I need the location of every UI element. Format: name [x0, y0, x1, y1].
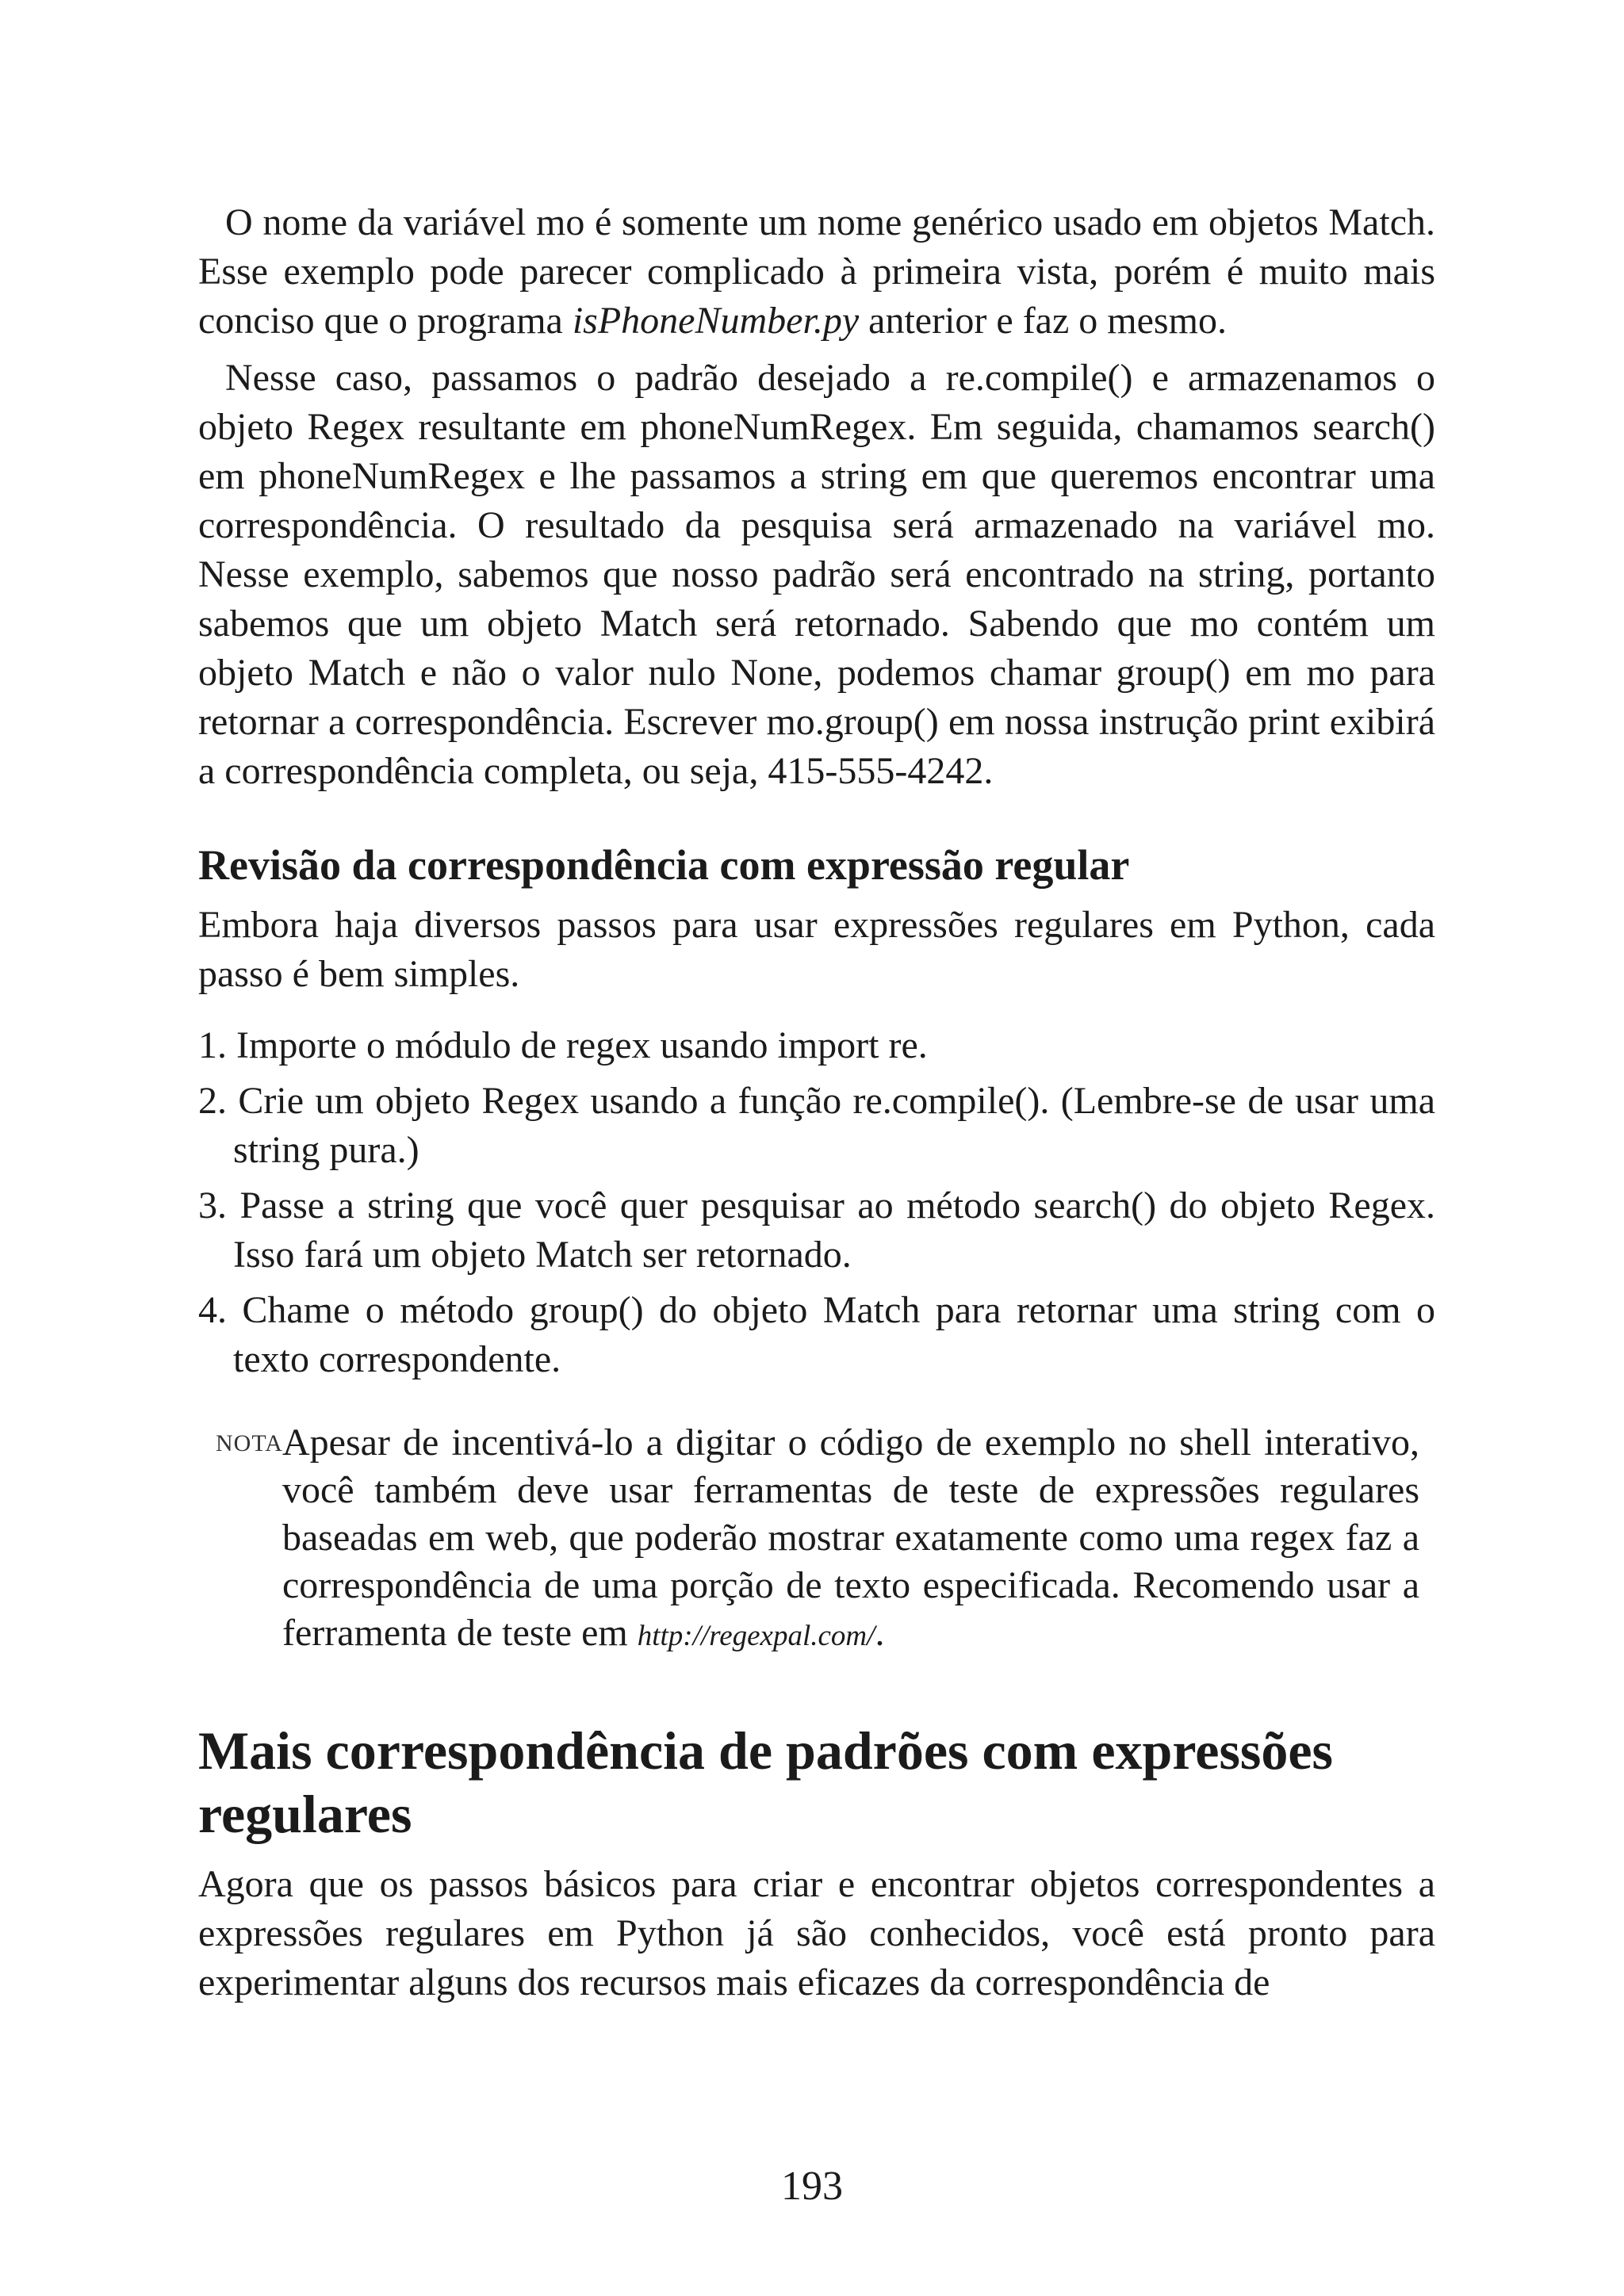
- chapter-heading: Mais correspondência de padrões com expressões regulares: [198, 1720, 1334, 1844]
- paragraph-compile-explanation: Nesse caso, passamos o padrão desejado a re.compile() e armazenamos o objeto Regex resultante em phoneNumRegex. Em seguida, chamamos search() em phoneNumRegex e lhe passamos a string em que queremos encontrar uma correspondência. O resultado da pesquisa será armazenado na variável mo. Nesse exemplo, sabemos que nosso padrão será encontrado na string, portanto sabemos que um objeto Match será retornado. Sabendo que mo contém um objeto Match e não o valor nulo None, podemos chamar group() em mo para retornar a correspondência. Escrever mo.group() em nossa instrução print exibirá a correspondência completa, ou seja, 415-555-4242.: [198, 357, 1435, 792]
- note-text: [282, 1419, 1419, 1660]
- program-name: isPhoneNumber.py: [572, 300, 860, 342]
- note-body: Apesar de incentivá-lo a digitar o código de exemplo no shell interativo, você também deve usar ferramentas de teste de expressões regulares baseadas em web, que poderão mostrar exatamente como uma regex faz a correspondência de uma porção de texto especificada. Recomendo usar a ferramenta de teste em: [282, 1422, 1419, 1654]
- section-heading: Revisão da correspondência com expressão regular: [198, 841, 1130, 889]
- list-item: 3. Passe a string que você quer pesquisar ao método search() do objeto Regex. Isso fará um objeto Match ser retornado.: [198, 1184, 1435, 1276]
- list-item: 2. Crie um objeto Regex usando a função re.compile(). (Lembre-se de usar uma string pura.): [198, 1080, 1435, 1171]
- page-number: 193: [781, 2164, 843, 2209]
- note-url-link[interactable]: http://regexpal.com/: [637, 1620, 875, 1652]
- section-intro: Embora haja diversos passos para usar expressões regulares em Python, cada passo é bem simples.: [198, 904, 1435, 995]
- list-item: 4. Chame o método group() do objeto Match para retornar uma string com o texto correspondente.: [198, 1289, 1435, 1380]
- paragraph-mo-variable: [198, 198, 1435, 346]
- list-item: 1. Importe o módulo de regex usando import re.: [198, 1024, 928, 1066]
- note-box: [216, 1419, 1419, 1660]
- note-end: .: [875, 1612, 885, 1654]
- paragraph-1-text-a: O nome da variável mo é somente um nome genérico usado em objetos Match. Esse exemplo pode parecer complicado à primeira vista, porém é muito mais conciso que o programa: [198, 201, 1435, 342]
- chapter-intro: Agora que os passos básicos para criar e encontrar objetos correspondentes a expressões regulares em Python já são conhecidos, você está pronto para experimentar alguns dos recursos mais eficazes da correspondência de: [198, 1863, 1435, 2003]
- note-label: NOTA: [216, 1430, 283, 1456]
- steps-list: [198, 1021, 1435, 1384]
- paragraph-1-text-b: anterior e faz o mesmo.: [859, 300, 1227, 342]
- page-content: [198, 198, 1435, 2007]
